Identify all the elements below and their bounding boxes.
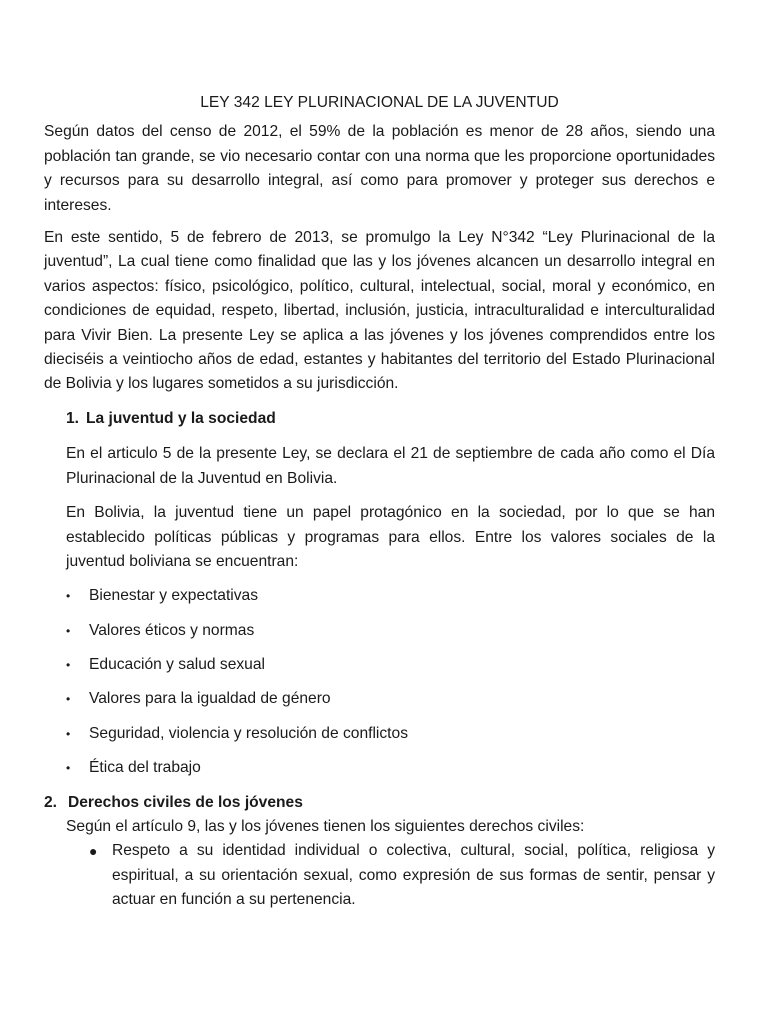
intro-paragraph-1: Según datos del censo de 2012, el 59% de la población es menor de 28 años, siendo una población tan grande, se vio necesario contar con una norma que les proporcione oportunidades y recursos para su desarrollo integral, así como para promover y proteger sus derechos e intereses. <box>44 123 715 214</box>
bullet-icon: ● <box>89 843 98 860</box>
bullet-icon: • <box>66 761 71 776</box>
section-2-title: Derechos civiles de los jóvenes <box>68 793 303 811</box>
bullet-icon: • <box>66 692 71 707</box>
list-item: • Valores éticos y normas <box>66 619 715 643</box>
bullet-icon: • <box>66 726 71 741</box>
section-2-intro: Según el artículo 9, las y los jóvenes tienen los siguientes derechos civiles: <box>66 818 585 836</box>
section-1-title: La juventud y la sociedad <box>86 409 276 427</box>
list-item: • Bienestar y expectativas <box>66 584 715 608</box>
bullet-icon: • <box>66 589 71 604</box>
list-item: • Educación y salud sexual <box>66 653 715 677</box>
bullet-icon: • <box>66 658 71 673</box>
section-1-heading <box>66 407 715 431</box>
section-1-number: 1. <box>66 409 80 427</box>
document-title: LEY 342 LEY PLURINACIONAL DE LA JUVENTUD <box>200 94 559 111</box>
list-item: • Seguridad, violencia y resolución de conflictos <box>66 722 715 746</box>
values-list <box>44 584 715 780</box>
intro-paragraph-2: En este sentido, 5 de febrero de 2013, se promulgo la Ley N°342 “Ley Plurinacional de la juventud”, La cual tiene como finalidad que las y los jóvenes alcancen un desarrollo integral en varios aspectos: físico, psicológico, político, cultural, intelectual, social, moral y económico, en condiciones de equidad, respeto, libertad, inclusión, justicia, intraculturalidad e interculturalidad para Vivir Bien. La presente Ley se aplica a las jóvenes y los jóvenes comprendidos entre los dieciséis a veintiocho años de edad, estantes y habitantes del territorio del Estado Plurinacional de Bolivia y los lugares sometidos a su jurisdicción. <box>44 229 715 393</box>
bullet-icon: • <box>66 623 71 638</box>
section-2-heading <box>44 791 715 815</box>
list-item: ● Respeto a su identidad individual o colectiva, cultural, social, política, religiosa y espiritual, a su orientación sexual, como expresión de sus formas de sentir, pensar y actuar en función a su pertenencia. <box>89 839 715 912</box>
list-item: • Ética del trabajo <box>66 756 715 780</box>
section-1-paragraph-2: En Bolivia, la juventud tiene un papel protagónico en la sociedad, por lo que se han establecido políticas públicas y programas para ellos. Entre los valores sociales de la juventud boliviana se encuentran: <box>66 504 715 570</box>
section-2-number: 2. <box>44 793 58 811</box>
section-1-paragraph-1: En el articulo 5 de la presente Ley, se declara el 21 de septiembre de cada año como el Día Plurinacional de la Juventud en Bolivia. <box>66 445 715 487</box>
list-item: • Valores para la igualdad de género <box>66 687 715 711</box>
civil-rights-list <box>44 839 715 912</box>
